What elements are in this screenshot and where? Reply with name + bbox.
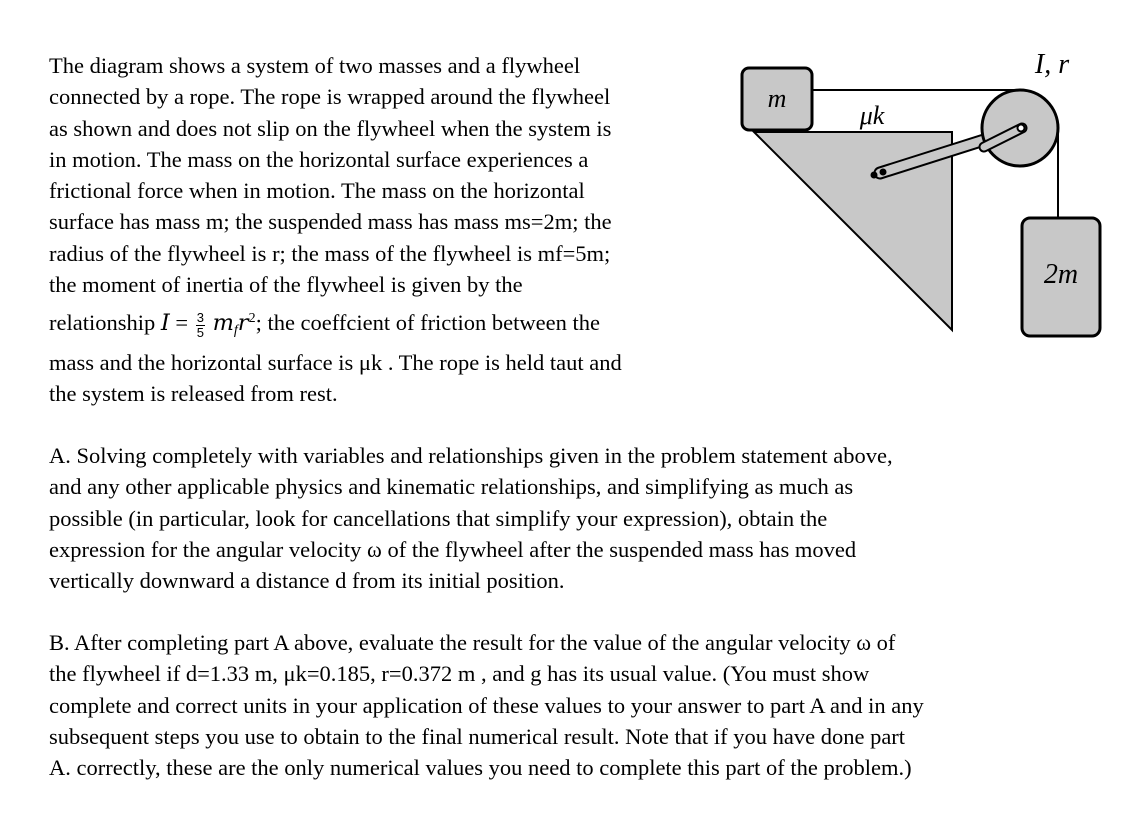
part-a-line: expression for the angular velocity ω of the flywheel after the suspended mass has moved	[49, 536, 857, 562]
part-b-line: A. correctly, these are the only numerical values you need to complete this part of the problem.)	[49, 755, 912, 781]
moment-of-inertia-formula-line	[49, 303, 729, 346]
formula-radius-symbol: r	[237, 310, 249, 337]
formula-suffix: ; the coeffcient of friction between the	[255, 310, 600, 336]
flywheel-axle	[1018, 125, 1025, 132]
diagram-svg	[730, 40, 1120, 340]
intro-line: surface has mass m; the suspended mass has mass ms=2m; the	[49, 209, 612, 235]
formula-mass-symbol: m	[212, 310, 234, 337]
fraction-numerator: 3	[196, 309, 204, 325]
formula-mass-subscript: f	[233, 323, 238, 339]
problem-statement	[49, 50, 729, 409]
fraction-denominator: 5	[196, 324, 204, 340]
arm-pin	[880, 169, 887, 176]
intro-line: radius of the flywheel is r; the mass of the flywheel is mf=5m;	[49, 240, 611, 266]
flywheel-label: I, r	[1034, 49, 1070, 80]
formula-equals: =	[169, 310, 194, 336]
intro-line: as shown and does not slip on the flywheel when the system is	[49, 115, 612, 141]
part-a-line: vertically downward a distance d from its initial position.	[49, 568, 565, 594]
intro-line: frictional force when in motion. The mass on the horizontal	[49, 178, 585, 204]
part-b-line: complete and correct units in your application of these values to your answer to part A and in any	[49, 692, 924, 718]
arm-pin	[871, 172, 878, 179]
formula-inertia-symbol: I	[160, 310, 170, 337]
intro-line: The diagram shows a system of two masses and a flywheel	[49, 53, 581, 78]
part-a-line: possible (in particular, look for cancellations that simplify your expression), obtain the	[49, 505, 828, 531]
intro-line: the moment of inertia of the flywheel is given by the	[49, 272, 523, 298]
intro-line: connected by a rope. The rope is wrapped around the flywheel	[49, 84, 611, 110]
intro-line: the system is released from rest.	[49, 380, 338, 406]
friction-coefficient-label: μk	[859, 101, 885, 130]
formula-fraction	[196, 311, 205, 340]
formula-radius-exponent: 2	[248, 311, 256, 327]
intro-line: in motion. The mass on the horizontal surface experiences a	[49, 146, 589, 172]
part-b-line: the flywheel if d=1.33 m, μk=0.185, r=0.372 m , and g has its usual value. (You must show	[49, 661, 870, 687]
part-a-line: A. Solving completely with variables and relationships given in the problem statement above,	[49, 443, 893, 468]
part-a-line: and any other applicable physics and kinematic relationships, and simplifying as much as	[49, 474, 854, 500]
pulley-system-diagram	[730, 40, 1120, 340]
part-b	[49, 627, 1049, 783]
intro-line: mass and the horizontal surface is μk . The rope is held taut and	[49, 349, 622, 375]
part-b-line: subsequent steps you use to obtain to the final numerical result. Note that if you have done part	[49, 723, 906, 749]
mass-2m-label: 2m	[1043, 259, 1079, 290]
part-b-line: B. After completing part A above, evaluate the result for the value of the angular velocity ω of	[49, 630, 896, 655]
mass-m-label: m	[767, 84, 787, 113]
part-a	[49, 440, 1049, 596]
formula-prefix: relationship	[49, 310, 161, 336]
